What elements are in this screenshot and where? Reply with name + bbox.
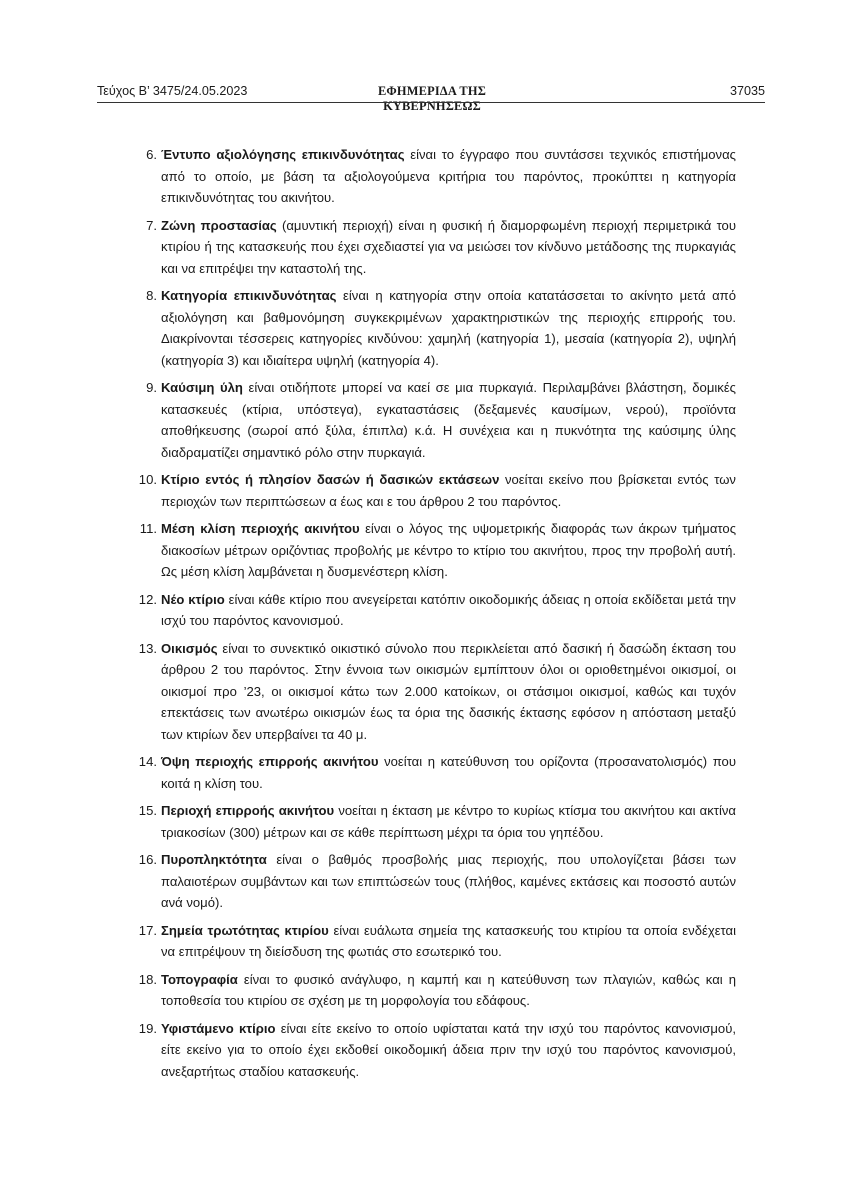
item-term: Ζώνη προστασίας: [161, 217, 277, 233]
list-item: [127, 215, 736, 280]
item-term: Όψη περιοχής επιρροής ακινήτου: [161, 754, 379, 769]
list-item: [127, 469, 736, 512]
list-item: [127, 285, 736, 371]
item-number: 9.: [146, 380, 157, 395]
item-number: 10.: [138, 472, 157, 487]
item-text: είναι το συνεκτικό οικιστικό σύνολο που περικλείεται από δασική ή δασώδη έκταση του άρθρου 2 του παρόντος. Στην έννοια των οικισμών εμπίπτουν όλοι οι οριοθετημένοι οικισμοί, οι οικισμοί προ ’23, οι οικισμοί κάτω των 2.000 κατοίκων, οι στάσιμοι οικισμοί, καθώς και τυχόν επεκτάσεις των ανωτέρω οικισμών έως τα όρια της δασικής έκτασης εφόσον η απόσταση μεταξύ των κτιρίων δεν υπερβαίνει τα 40 μ.: [161, 640, 736, 742]
item-term: Σημεία τρωτότητας κτιρίου: [161, 922, 329, 938]
issue-reference: Τεύχος Β’ 3475/24.05.2023: [97, 84, 248, 98]
header-rule: [97, 102, 765, 103]
page-header: [97, 84, 765, 113]
gazette-title: ΕΦΗΜΕΡΙΔΑ ΤΗΣ ΚΥΒΕΡΝΗΣΕΩΣ: [377, 84, 487, 113]
item-number: 18.: [138, 971, 157, 987]
list-item: [127, 518, 736, 583]
item-text: νοείται η έκταση με κέντρο το κυρίως κτίσμα του ακινήτου και ακτίνα τριακοσίων (300) μέτρων και σε κάθε περίπτωση μέχρι τα όρια του γηπέδου.: [161, 803, 736, 840]
item-term: Νέο κτίριο: [161, 591, 225, 607]
list-item: [127, 144, 736, 209]
list-item: [127, 920, 736, 963]
item-text: είναι ο λόγος της υψομετρικής διαφοράς των άκρων τμήματος διακοσίων μέτρων οριζόντιας προβολής με κέντρο το κτίριο του ακινήτου, προς την προβολή αυτή. Ως μέση κλίση λαμβάνεται η δυσμενέστερη κλίση.: [161, 521, 737, 579]
item-text: είναι το έγγραφο που συντάσσει τεχνικός επιστήμονας από το οποίο, με βάση τα αξιολογούμενα κριτήρια του παρόντος, προκύπτει η κατηγορία επικινδυνότητας του ακινήτου.: [161, 147, 736, 205]
list-item: [127, 1018, 736, 1083]
item-text: (αμυντική περιοχή) είναι η φυσική ή διαμορφωμένη περιοχή περιμετρικά του κτιρίου ή της κατασκευής που έχει σχεδιαστεί για να μειώσει τον κίνδυνο μετάδοσης της πυρκαγιάς και να επιτρέψει την καταστολή της.: [161, 217, 736, 276]
item-number: 17.: [138, 922, 157, 938]
item-text: είναι ο βαθμός προσβολής μιας περιοχής, που υπολογίζεται βάσει των παλαιοτέρων συμβάντων και των επιπτώσεών τους (πλήθος, καμένες εκτάσεις και ποσοστό αυτών ανά νομό).: [161, 852, 736, 910]
item-number: 6.: [146, 147, 157, 162]
list-item: [127, 377, 736, 463]
item-text: είναι το φυσικό ανάγλυφο, η καμπή και η κατεύθυνση των πλαγιών, καθώς και η τοποθεσία του κτιρίου σε σχέση με τη μορφολογία του εδάφους.: [161, 971, 736, 1008]
list-item: [127, 751, 736, 794]
item-number: 19.: [138, 1020, 157, 1036]
item-term: Μέση κλίση περιοχής ακινήτου: [161, 521, 360, 536]
item-number: 7.: [146, 217, 157, 233]
item-number: 14.: [138, 754, 157, 769]
page-number: 37035: [729, 84, 765, 98]
list-item: [127, 638, 736, 746]
item-term: Περιοχή επιρροής ακινήτου: [161, 803, 335, 818]
list-item: [127, 969, 736, 1012]
item-term: Καύσιμη ύλη: [161, 380, 243, 395]
item-term: Οικισμός: [161, 640, 218, 656]
item-number: 15.: [138, 803, 157, 818]
item-number: 12.: [138, 591, 157, 607]
list-item: [127, 849, 736, 914]
item-number: 13.: [138, 640, 157, 656]
item-number: 8.: [146, 288, 157, 303]
item-text: νοείται η κατεύθυνση του ορίζοντα (προσανατολισμός) που κοιτά η κλίση του.: [161, 754, 736, 791]
item-term: Πυροπληκτότητα: [161, 852, 267, 867]
item-term: Έντυπο αξιολόγησης επικινδυνότητας: [161, 147, 405, 162]
item-term: Κτίριο εντός ή πλησίον δασών ή δασικών εκτάσεων: [161, 472, 500, 487]
item-number: 11.: [139, 521, 157, 536]
item-term: Τοπογραφία: [161, 971, 238, 987]
item-text: είναι είτε εκείνο το οποίο υφίσταται κατά την ισχύ του παρόντος κανονισμού, είτε εκείνο για το οποίο έχει εκδοθεί οικοδομική άδεια πριν την ισχύ του παρόντος κανονισμού, ανεξαρτήτως σταδίου κατασκευής.: [161, 1020, 736, 1079]
item-text: είναι η κατηγορία στην οποία κατατάσσεται το ακίνητο μετά από αξιολόγηση και βαθμονόμηση συγκεκριμένων χαρακτηριστικών της περιοχής επιρροής του. Διακρίνονται τέσσερεις κατηγορίες κινδύνου: χαμηλή (κατηγορία 1), μεσαία (κατηγορία 2), υψηλή (κατηγορία 3) και ιδιαίτερα υψηλή (κατηγορία 4).: [161, 288, 736, 368]
item-term: Υφιστάμενο κτίριο: [161, 1020, 276, 1036]
item-number: 16.: [138, 852, 157, 867]
item-text: είναι κάθε κτίριο που ανεγείρεται κατόπιν οικοδομικής άδειας η οποία εκδίδεται μετά την ισχύ του παρόντος κανονισμού.: [161, 591, 736, 628]
item-text: είναι οτιδήποτε μπορεί να καεί σε μια πυρκαγιά. Περιλαμβάνει βλάστηση, δομικές κατασκευές (κτίρια, υπόστεγα), εγκαταστάσεις (δεξαμενές καυσίμων, νερού), προϊόντα αποθήκευσης (σωροί από ξύλα, έπιπλα) κ.ά. Η συνέχεια και η πυκνότητα της καύσιμης ύλης διαδραματίζει σημαντικό ρόλο στην πυρκαγιά.: [161, 380, 736, 460]
list-item: [127, 800, 736, 843]
item-text: είναι ευάλωτα σημεία της κατασκευής του κτιρίου τα οποία ενδέχεται να επιτρέψουν τη διείσδυση της φωτιάς στο εσωτερικό του.: [161, 922, 736, 959]
list-item: [127, 589, 736, 632]
definitions-list: [127, 144, 736, 1088]
item-text: νοείται εκείνο που βρίσκεται εντός των περιοχών των περιπτώσεων α έως και ε του άρθρου 2 του παρόντος.: [161, 472, 736, 509]
item-term: Κατηγορία επικινδυνότητας: [161, 288, 337, 303]
